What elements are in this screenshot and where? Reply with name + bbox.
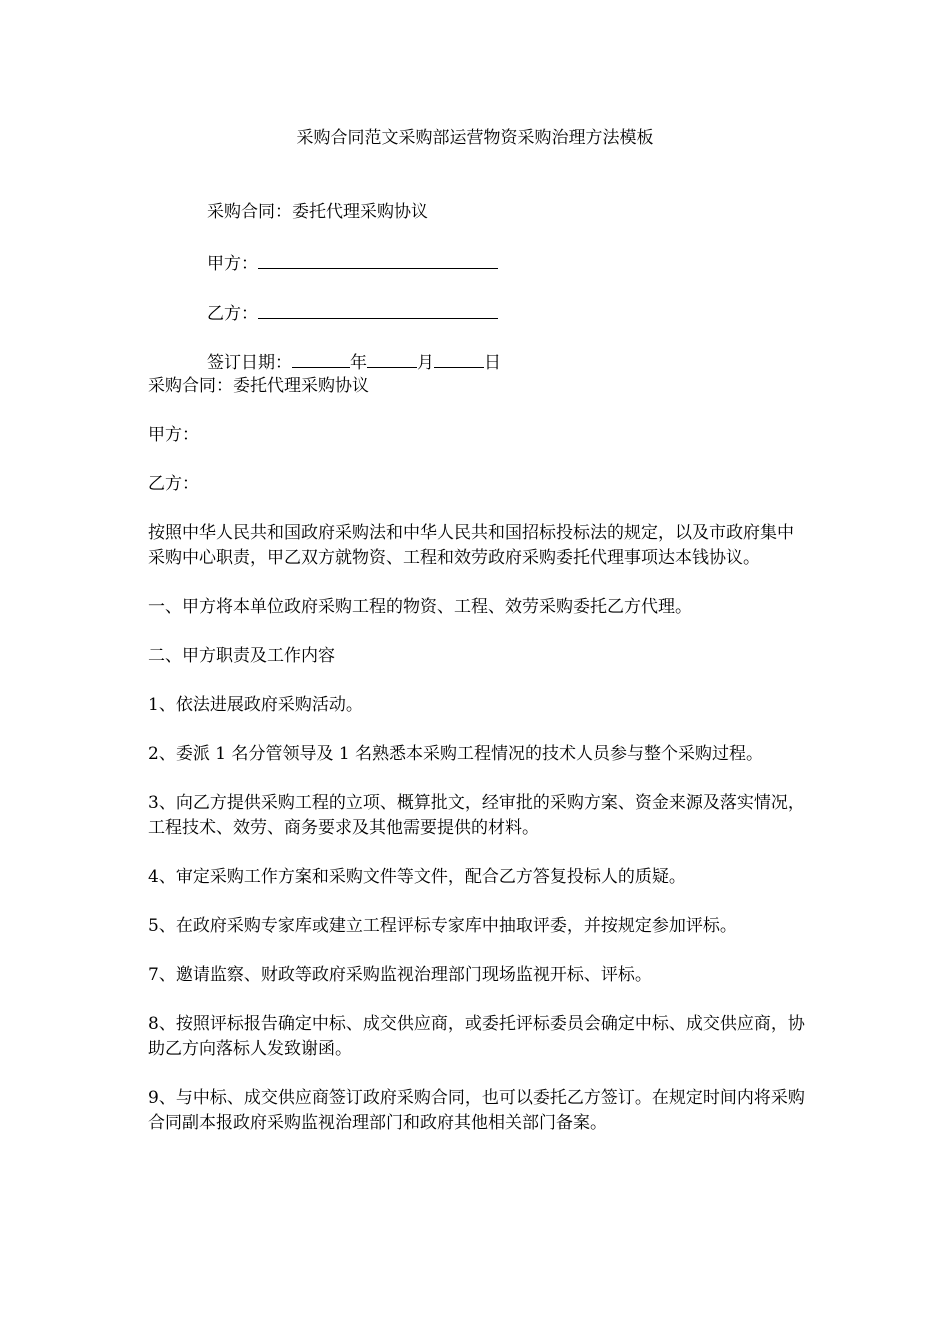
body-paragraph: 按照中华人民共和国政府采购法和中华人民共和国招标投标法的规定，以及市政府集中采购中心职责，甲乙双方就物资、工程和效劳政府采购委托代理事项达本钱协议。	[148, 523, 794, 568]
body-paragraph: 3、向乙方提供采购工程的立项、概算批文，经审批的采购方案、资金来源及落实情况，工程技术、效劳、商务要求及其他需要提供的材料。	[148, 793, 805, 838]
document-title: 采购合同范文采购部运营物资采购治理方法模板	[296, 128, 654, 148]
body-paragraph: 二、甲方职责及工作内容	[148, 646, 335, 666]
body-paragraph: 乙方：	[148, 474, 199, 494]
party-a-blank	[258, 250, 498, 269]
body-paragraph: 1、依法进展政府采购活动。	[148, 695, 363, 715]
body-paragraph: 9、与中标、成交供应商签订政府采购合同，也可以委托乙方签订。在规定时间内将采购合同副本报政府采购监视治理部门和政府其他相关部门备案。	[148, 1088, 805, 1133]
party-b-blank	[258, 300, 498, 319]
body-paragraph: 8、按照评标报告确定中标、成交供应商，或委托评标委员会确定中标、成交供应商，协助乙方向落标人发致谢函。	[148, 1014, 805, 1059]
body-paragraph: 一、甲方将本单位政府采购工程的物资、工程、效劳采购委托乙方代理。	[148, 597, 692, 617]
cover-party-b-label: 乙方：	[207, 304, 258, 324]
cover-contract-label: 采购合同：委托代理采购协议	[207, 202, 428, 222]
month-blank	[367, 349, 417, 368]
cover-date-label: 签订日期：	[207, 353, 292, 373]
day-label: 日	[484, 353, 501, 373]
document-body	[148, 374, 808, 1160]
body-paragraph: 5、在政府采购专家库或建立工程评标专家库中抽取评委，并按规定参加评标。	[148, 916, 737, 936]
cover-party-b	[207, 300, 498, 326]
year-label: 年	[350, 353, 367, 373]
cover-party-a-label: 甲方：	[207, 254, 258, 274]
cover-sign-date	[207, 349, 501, 375]
day-blank	[434, 349, 484, 368]
body-paragraph: 4、审定采购工作方案和采购文件等文件，配合乙方答复投标人的质疑。	[148, 867, 686, 887]
body-paragraph: 甲方：	[148, 425, 199, 445]
month-label: 月	[417, 353, 434, 373]
body-paragraph: 2、委派 1 名分管领导及 1 名熟悉本采购工程情况的技术人员参与整个采购过程。	[148, 744, 764, 764]
body-paragraph: 7、邀请监察、财政等政府采购监视治理部门现场监视开标、评标。	[148, 965, 652, 985]
body-paragraph: 采购合同：委托代理采购协议	[148, 376, 369, 396]
year-blank	[292, 349, 350, 368]
cover-party-a	[207, 250, 498, 276]
